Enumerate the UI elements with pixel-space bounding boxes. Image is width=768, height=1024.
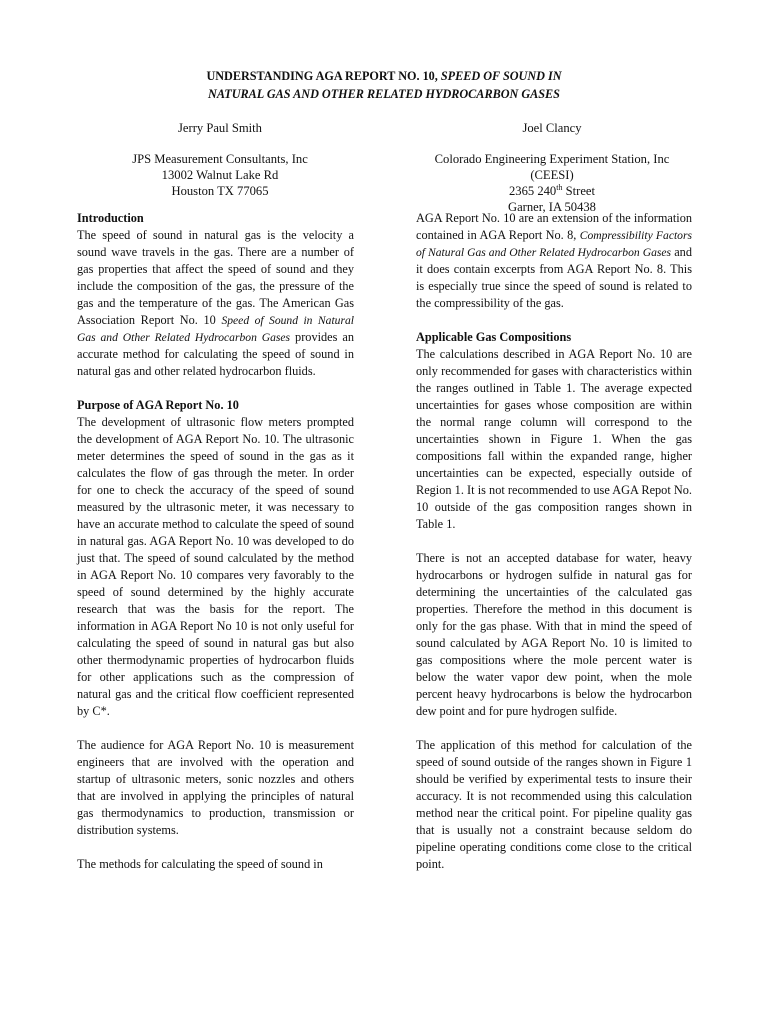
introduction-paragraph xyxy=(77,227,354,380)
author-org: JPS Measurement Consultants, Inc xyxy=(132,152,308,166)
right-column xyxy=(416,210,692,873)
author-org: Colorado Engineering Experiment Station, Inc (CEESI) xyxy=(434,152,670,182)
purpose-heading: Purpose of AGA Report No. 10 xyxy=(77,398,239,412)
title-line-1 xyxy=(0,67,768,85)
intro-text-1: The speed of sound in natural gas is the velocity a sound wave travels in the gas. There are a number of gas properties that affect the speed of sound and they include the composition of the gas, the pressure of the gas and the temperature of the gas. The American Gas Association Report No. 10 xyxy=(77,228,354,327)
left-column xyxy=(77,210,354,873)
methods-paragraph: The methods for calculating the speed of sound in xyxy=(77,857,323,871)
address-prefix: 2365 240 xyxy=(509,184,557,198)
author-block-left xyxy=(80,120,360,199)
address-superscript: th xyxy=(556,182,563,192)
purpose-paragraph: The development of ultrasonic flow meters prompted the development of AGA Report No. 10. The ultrasonic meter determines the speed of sound in the gas as it calculates the flow of gas through the meter. In order for one to check the accuracy of the speed of sound measured by the ultrasonic meter, it was necessary to have an accurate method to calculate the speed of sound in natural gas. AGA Report No. 10 was developed to do just that. The speed of sound calculated by the method in AGA Report No. 10 compares very favorably to the speed of sound determined by the highly accurate research that was the basis for the report. The information in AGA Report No 10 is not only useful for calculating the speed of sound in natural gas but also other thermodynamic properties of hydrocarbon fluids for other applications such as the compression of natural gas and the critical flow coefficient represented by C*. xyxy=(77,415,354,718)
author-address: 13002 Walnut Lake Rd xyxy=(161,168,279,182)
database-paragraph: There is not an accepted database for water, heavy hydrocarbons or hydrogen sulfide in natural gas for determining the uncertainties of the calculated gas properties. Therefore the method in this document is only for the gas phase. With that in mind the speed of sound calculated by AGA Report No. 10 is limited to gas compositions where the mole percent water is below the water vapor dew point, when the mole percent heavy hydrocarbons is below the hydrocarbon dew point and for pure hydrogen sulfide. xyxy=(416,551,692,718)
extension-text-1: AGA Report No. 10 are an extension of the information contained in AGA Report No. 8, xyxy=(416,211,692,242)
introduction-heading: Introduction xyxy=(77,211,144,225)
application-paragraph: The application of this method for calculation of the speed of sound outside of the ranges shown in Figure 1 should be verified by experimental tests to insure their accuracy. It is not recommended using this calculation method near the critical point. For pipeline quality gas that is usually not a constraint because seldom do pipeline operating conditions come close to the critical point. xyxy=(416,738,692,871)
extension-paragraph xyxy=(416,210,692,312)
author-name: Joel Clancy xyxy=(522,121,582,135)
paper-title xyxy=(0,67,768,103)
title-line-2 xyxy=(0,85,768,103)
intro-text-2: provides an accurate method for calculating the speed of sound in natural gas and other related hydrocarbon fluids. xyxy=(77,330,355,378)
applicable-compositions-heading: Applicable Gas Compositions xyxy=(416,330,572,344)
extension-report-title: Compressibility Factors of Natural Gas and Other Related Hydrocarbon Gases xyxy=(416,229,693,259)
author-city: Houston TX 77065 xyxy=(171,184,269,198)
author-block-right xyxy=(412,120,692,215)
audience-paragraph: The audience for AGA Report No. 10 is measurement engineers that are involved with the operation and startup of ultrasonic meters, sonic nozzles and others that are involved in applying the principles of natural gas thermodynamics to production, transmission or distribution systems. xyxy=(77,738,354,837)
address-suffix: Street xyxy=(562,184,595,198)
title-italic-2: NATURAL GAS AND OTHER RELATED HYDROCARBON GASES xyxy=(208,87,560,101)
author-name: Jerry Paul Smith xyxy=(178,121,262,135)
author-city: Garner, IA 50438 xyxy=(508,200,596,214)
applicable-compositions-paragraph: The calculations described in AGA Report No. 10 are only recommended for gases with characteristics within the ranges outlined in Table 1. The average expected uncertainties for gases whose composition are within the normal range column will correspond to the uncertainties shown in Figure 1. When the gas compositions fall within the expanded range, higher uncertainties can be expected, especially outside of Region 1. It is not recommended to use AGA Repot No. 10 outside of the gas composition ranges shown in Table 1. xyxy=(416,347,692,531)
title-italic-1: SPEED OF SOUND IN xyxy=(440,69,562,83)
title-plain: UNDERSTANDING AGA REPORT NO. 10, xyxy=(206,69,441,83)
author-address xyxy=(412,183,692,199)
extension-text-2: and it does contain excerpts from AGA Report No. 8. This is especially true since the speed of sound is related to the compressibility of the gas. xyxy=(416,245,692,310)
intro-report-title: Speed of Sound in Natural Gas and Other Related Hydrocarbon Gases xyxy=(77,314,355,344)
